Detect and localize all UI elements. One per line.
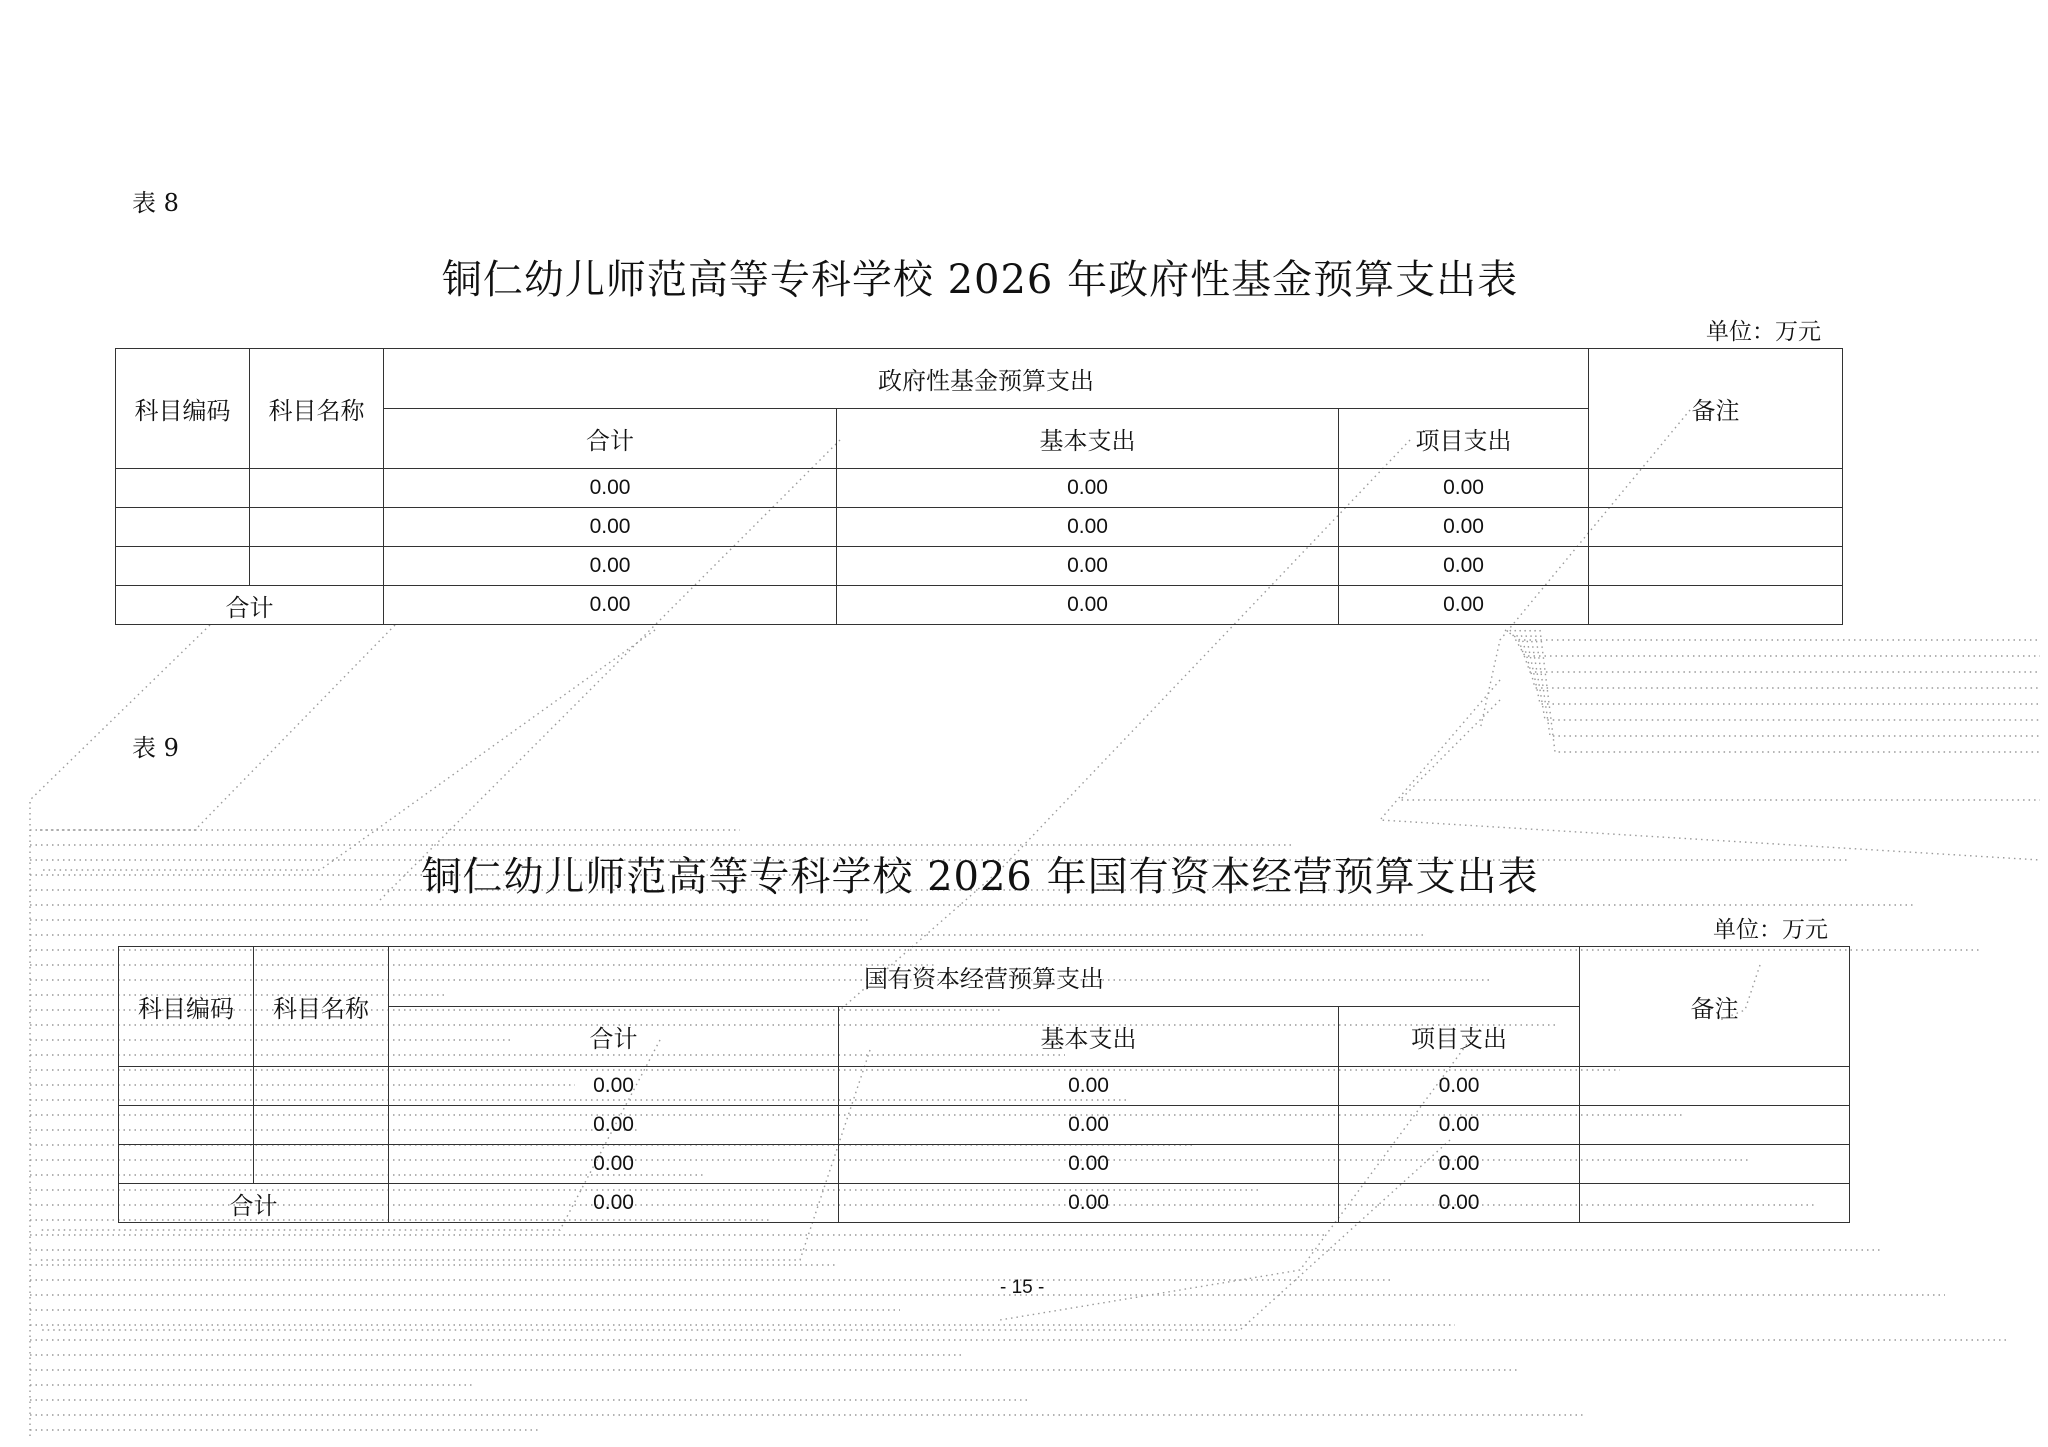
cell-name [250,469,384,508]
table-title: 铜仁幼儿师范高等专科学校 2026 年政府性基金预算支出表 [441,257,1519,303]
header-subject-name: 科目名称 [254,947,389,1067]
page-number: - 15 - [1000,1277,1045,1298]
government-fund-table [115,348,1843,625]
cell-code [119,1145,254,1184]
sum-basic: 0.00 [839,1184,1339,1223]
table-title: 铜仁幼儿师范高等专科学校 2026 年国有资本经营预算支出表 [421,854,1539,900]
cell-basic: 0.00 [837,508,1339,547]
sum-remark [1580,1184,1850,1223]
cell-project: 0.00 [1339,469,1589,508]
dotted-line [1515,630,2040,672]
cell-remark [1589,508,1843,547]
dotted-line [1505,630,2040,640]
cell-remark [1589,547,1843,586]
cell-remark [1580,1106,1850,1145]
sum-total: 0.00 [389,1184,839,1223]
cell-name [250,508,384,547]
dotted-line [1520,630,2040,688]
cell-total: 0.00 [389,1145,839,1184]
cell-basic: 0.00 [839,1067,1339,1106]
header-basic-expenditure: 基本支出 [837,409,1339,469]
cell-basic: 0.00 [837,469,1339,508]
cell-project: 0.00 [1339,1067,1580,1106]
sum-project: 0.00 [1339,1184,1580,1223]
dotted-line [1400,700,2040,800]
sum-basic: 0.00 [837,586,1339,625]
sum-project: 0.00 [1339,586,1589,625]
unit-label: 单位：万元 [1713,917,1828,943]
table-row [116,547,1843,586]
cell-remark [1589,469,1843,508]
header-subject-code: 科目编码 [116,349,250,469]
cell-name [254,1067,389,1106]
dotted-line [1535,630,2040,736]
state-capital-operation-table [118,946,1850,1223]
header-expenditure-group: 政府性基金预算支出 [384,349,1589,409]
cell-remark [1580,1067,1850,1106]
sum-total: 0.00 [384,586,837,625]
dotted-line [40,625,395,830]
header-total: 合计 [389,1007,839,1067]
sum-row [116,586,1843,625]
table-label: 表 9 [132,734,179,762]
sum-remark [1589,586,1843,625]
sum-label: 合计 [116,586,384,625]
cell-project: 0.00 [1339,1106,1580,1145]
header-basic-expenditure: 基本支出 [839,1007,1339,1067]
cell-total: 0.00 [384,547,837,586]
header-project-expenditure: 项目支出 [1339,409,1589,469]
dotted-line [1525,630,2040,704]
header-expenditure-group: 国有资本经营预算支出 [389,947,1580,1007]
cell-code [119,1106,254,1145]
table-row [116,469,1843,508]
cell-remark [1580,1145,1850,1184]
cell-code [119,1067,254,1106]
cell-basic: 0.00 [837,547,1339,586]
table-row [119,1106,1850,1145]
cell-total: 0.00 [384,469,837,508]
sum-label: 合计 [119,1184,389,1223]
dotted-line [1540,630,2040,752]
dotted-line [1530,630,2040,720]
sum-row [119,1184,1850,1223]
dotted-line [1380,680,2040,860]
cell-total: 0.00 [389,1106,839,1145]
table-row [119,1145,1850,1184]
cell-project: 0.00 [1339,508,1589,547]
header-total: 合计 [384,409,837,469]
cell-name [254,1145,389,1184]
cell-total: 0.00 [389,1067,839,1106]
table-row [119,1067,1850,1106]
unit-label: 单位：万元 [1706,319,1821,345]
header-remark: 备注 [1589,349,1843,469]
cell-total: 0.00 [384,508,837,547]
cell-project: 0.00 [1339,1145,1580,1184]
cell-basic: 0.00 [839,1106,1339,1145]
table-row [116,508,1843,547]
cell-code [116,469,250,508]
cell-basic: 0.00 [839,1145,1339,1184]
header-remark: 备注 [1580,947,1850,1067]
cell-code [116,547,250,586]
cell-name [250,547,384,586]
dotted-line [1510,630,2040,656]
cell-code [116,508,250,547]
header-subject-code: 科目编码 [119,947,254,1067]
header-subject-name: 科目名称 [250,349,384,469]
cell-project: 0.00 [1339,547,1589,586]
header-project-expenditure: 项目支出 [1339,1007,1580,1067]
cell-name [254,1106,389,1145]
table-label: 表 8 [132,189,179,217]
